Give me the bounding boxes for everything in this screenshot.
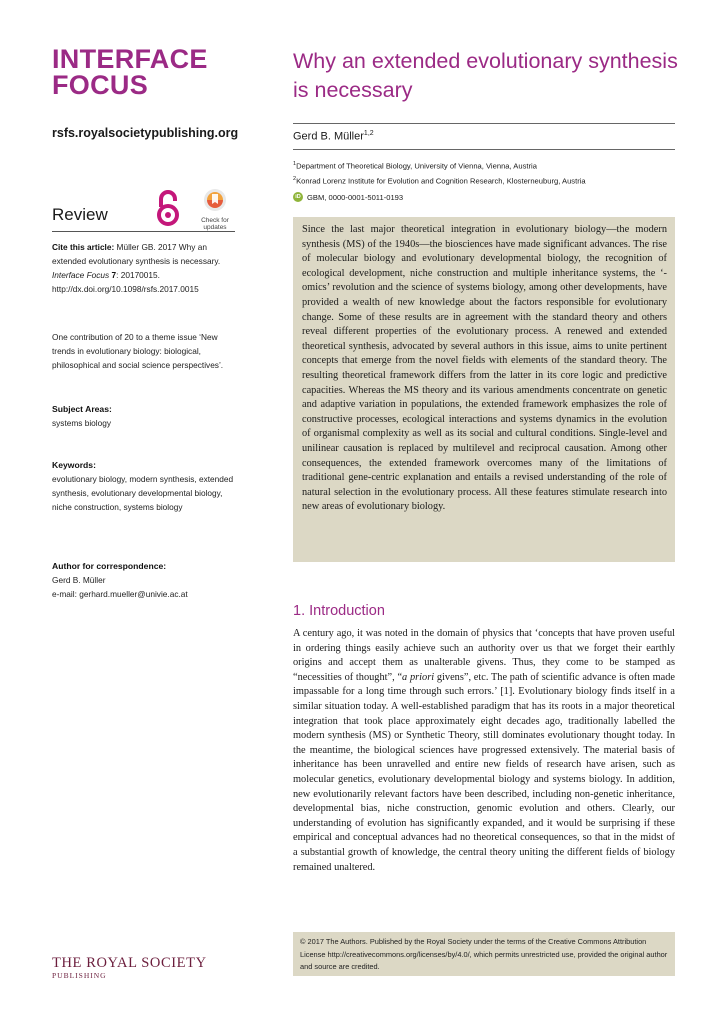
abstract-text: Since the last major theoretical integration in evolutionary biology—the modern synthesis (MS) of the 1940s—the biosciences have made significant advances. The rise of molecular biology and evolutionary developmental biology, the recognition of ecological development, niche construction and multiple inheritance systems, the ‘-omics’ revolution and the science of systems biology, among other developments, have provided a wealth of new knowledge about the factors responsible for evolutionary change. Some of these results are in agreement with the standard theory and others reveal different properties of the evolutionary process. A renewed and extended theoretical synthesis, advocated by several authors in this issue, aims to unite pertinent concepts that emerge from the novel fields with elements of the standard theory. The resulting theoretical framework differs from the latter in its core logic and predictive capacities. Whereas the MS theory and its various amendments concentrate on genetic and adaptive variation in populations, the extended framework emphasizes the role of constructive processes, ecological interactions and systems dynamics in the evolution of organismal complexity as well as its social and cultural conditions. Single-level and unilinear causation is replaced by multilevel and reciprocal causation. Among other consequences, the extended framework overcomes many of the limitations of traditional gene-centric explanation and entails a revised understanding of the role of natural selection in the evolutionary process. All these features stimulate research into new areas of evolutionary biology. [302,224,667,513]
check-for-updates-label: Check for updates [201,217,229,231]
journal-name-line2: FOCUS [52,70,148,100]
theme-issue-note: One contribution of 20 to a theme issue ‘New trends in evolutionary biology: biological, philosophical and social science perspectives’. [52,332,224,370]
title-divider [293,123,675,124]
keywords-value: evolutionary biology, modern synthesis, extended synthesis, evolutionary developmental biology, niche construction, systems biology [52,474,234,512]
abstract-box [293,217,675,562]
correspondence-heading: Author for correspondence: [52,561,167,571]
orcid-id[interactable]: GBM, 0000-0001-5011-0193 [307,192,404,202]
check-for-updates-icon [203,188,227,212]
affiliation-2: $^2$Konrad Lorenz Institute for Evolution and Cognition Research, Klosterneuburg, Austria [293,175,586,186]
journal-url-link[interactable]: rsfs.royalsocietypublishing.org [52,126,239,140]
orcid-line [293,192,403,202]
author-affiliation-marks: 1,2 [363,130,374,137]
citation-block [52,240,235,296]
cite-journal: Interface Focus [52,270,110,280]
subject-areas-heading: Subject Areas: [52,404,112,414]
check-for-updates-button[interactable] [200,188,230,232]
cite-volume: 7 [109,270,117,280]
cite-label: Cite this article: [52,242,115,252]
section-heading-introduction: 1. Introduction [293,603,385,619]
introduction-paragraph: A century ago, it was noted in the domain of physics that ‘concepts that have proven useful in ordering things easily achieve such an authority over us that we forget their earthly origins and accept them as unalterable givens. Thus, they come to be stamped as “necessities of thought”, “a priori givens”, etc. The path of scientific advance is often made impassable for a long time through such errors.’ [1]. Evolutionary biology finds itself in a similar situation today. A well-established paradigm that has its roots in a major theoretical integration that took place approximately eight decades ago, traditionally labelled the modern synthesis (MS) or Synthetic Theory, still dominates evolutionary thought today. In the meantime, the biological sciences have progressed extensively. The material basis of inheritance has been unravelled and entire new fields of research have arisen, such as molecular genetics, evolutionary developmental biology and systems biology. In addition, new evolutionarily relevant factors have been described, including non-genetic inheritance, developmental bias, niche construction, genomic evolution and others. Clearly, our understanding of evolution has significantly expanded, and it would be surprising if these empirical and conceptual advances had no theoretical consequences, so that in the midst of a substantial growth of knowledge, the central theory uniting the different fields of biology remained unaltered. [293,628,675,873]
correspondence-name: Gerd B. Müller [52,575,106,585]
correspondence-email[interactable]: e-mail: gerhard.mueller@univie.ac.at [52,589,188,599]
keywords [52,458,235,514]
orcid-icon: iD [293,192,303,202]
affiliations [293,158,586,187]
author-line [293,130,374,143]
cite-text: Müller GB. 2017 Why an extended evolutionary synthesis is necessary. [52,242,221,266]
cite-article-number: : 20170015. [116,270,160,280]
keywords-heading: Keywords: [52,460,96,470]
author-divider [293,149,675,150]
author-name: Gerd B. Müller [293,130,364,143]
copyright-notice: © 2017 The Authors. Published by the Royal Society under the terms of the Creative Commons Attribution License http://creativecommons.org/licenses/by/4.0/, which permits unrestricted use, provided the original author and source are credited. [293,932,675,976]
review-divider [52,231,235,232]
royal-society-logo-sub: PUBLISHING [52,971,107,980]
doi-link[interactable]: http://dx.doi.org/10.1098/rsfs.2017.0015 [52,284,199,294]
article-type-label: Review [52,205,108,224]
correspondence [52,559,235,601]
subject-areas-value: systems biology [52,418,112,428]
subject-areas [52,402,235,430]
royal-society-logo [52,955,207,980]
journal-name [52,46,208,98]
open-access-icon [155,190,181,228]
article-title: Why an extended evolutionary synthesis is necessary [293,49,678,102]
journal-name-line1: INTERFACE [52,44,208,74]
royal-society-logo-main: THE ROYAL SOCIETY [52,955,207,971]
affiliation-1: $^1$Department of Theoretical Biology, University of Vienna, Vienna, Austria [293,161,537,171]
